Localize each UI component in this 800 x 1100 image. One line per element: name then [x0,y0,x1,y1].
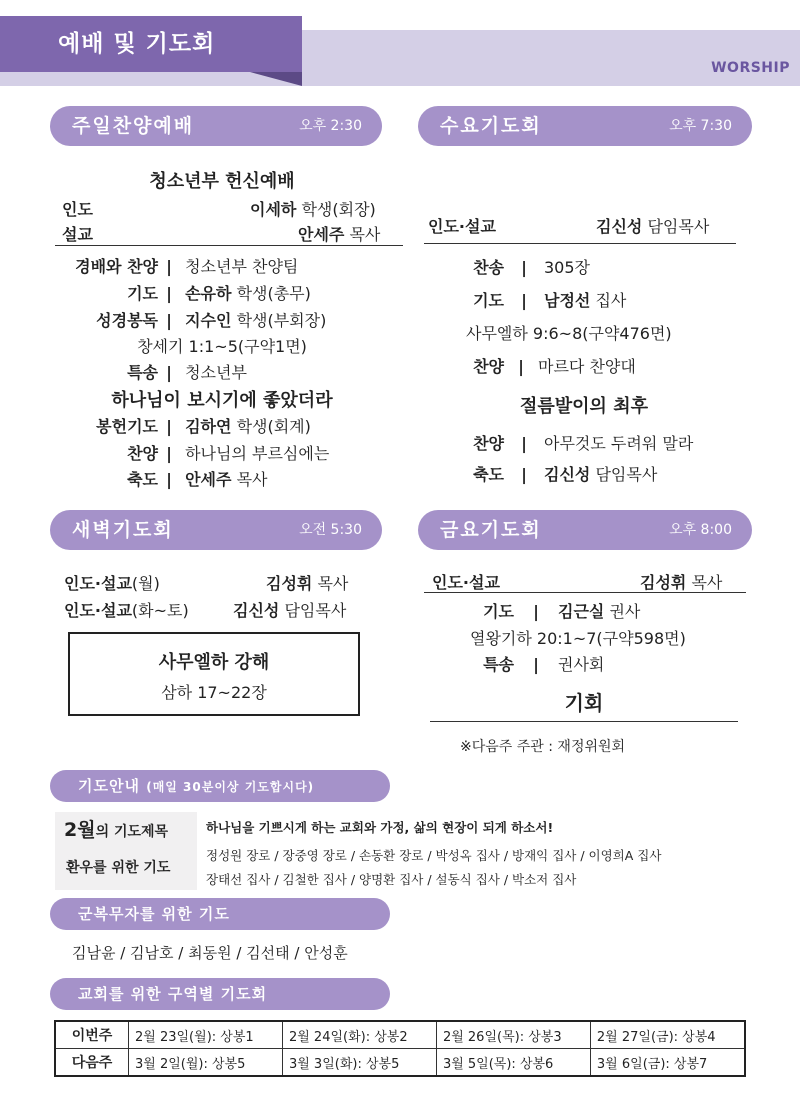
zones-title: 교회를 위한 구역별 기도회 [78,985,268,1003]
friday-row-prayer: 기도 | 김근실 권사 [483,602,641,621]
zones-header [50,978,390,1010]
sunday-row-blessing: 축도 | 안세주 목사 [127,470,268,489]
friday-service-name: 금요기도회 [440,519,542,541]
dawn-monday-leader: 김성휘 목사 [266,574,349,593]
prayer-guide-title: 기도안내 (매일 30분이상 기도합시다) [78,777,315,795]
sunday-service-time: 오후 2:30 [299,118,362,134]
dawn-weekdays-leader: 김신성 담임목사 [233,601,347,620]
table-cell: 2월 23일(월): 상봉1 [129,1021,283,1049]
sunday-service-header [50,106,382,146]
table-cell: 2월 27일(금): 상봉4 [590,1021,745,1049]
prayer-guide-header [50,770,390,802]
military-header [50,898,390,930]
prayer-month-label: 2월의 기도제목 [64,819,169,841]
sunday-sermon-label: 설교 [62,225,93,244]
military-title: 군복무자를 위한 기도 [78,905,230,923]
wednesday-service-time: 오후 7:30 [669,118,732,134]
dawn-service-header [50,510,382,550]
table-cell: 3월 2일(월): 상봉5 [129,1049,283,1077]
wednesday-service-header [418,106,752,146]
sunday-subtitle: 청소년부 헌신예배 [149,171,295,192]
prayer-month-text: 하나님을 기쁘시게 하는 교회와 가정, 삶의 현장이 되게 하소서! [206,820,554,835]
friday-note: ※다음주 주관 : 재정위원회 [460,739,626,755]
friday-lead-label: 인도·설교 [432,573,500,592]
zones-table [54,1020,746,1077]
wednesday-sermon-title: 절름발이의 최후 [520,396,648,417]
sunday-preacher: 안세주 목사 [298,225,381,244]
wednesday-row-praise2: 찬양 | 아무것도 두려워 말라 [473,434,694,453]
wednesday-row-praise: 찬양 | 마르다 찬양대 [473,357,636,376]
friday-lead: 김성휘 목사 [640,573,723,592]
sunday-row-special: 특송 | 청소년부 [127,363,247,382]
sunday-divider [55,245,403,246]
wednesday-row-blessing: 축도 | 김신성 담임목사 [473,465,658,484]
dawn-service-name: 새벽기도회 [72,519,174,541]
prayer-patients-line2: 장태선 집사 / 김철한 집사 / 양명환 집사 / 설동식 집사 / 박소저 집사 [206,872,577,887]
wednesday-lead: 김신성 담임목사 [596,217,710,236]
sunday-sermon-title: 하나님이 보시기에 좋았더라 [111,390,333,411]
table-cell: 3월 6일(금): 상봉7 [590,1049,745,1077]
sunday-lead-label: 인도 [62,200,93,219]
wednesday-row-hymn: 찬송 | 305장 [473,258,590,277]
sunday-row-reading: 성경봉독 | 지수인 학생(부회장) [96,311,327,330]
sunday-service-name: 주일찬양예배 [72,115,195,137]
table-cell: 3월 5일(목): 상봉6 [436,1049,590,1077]
dawn-study-title: 사무엘하 강해 [158,652,270,673]
sunday-row-prayer: 기도 | 손유하 학생(총무) [127,284,311,303]
dawn-row-monday: 인도·설교(월) [64,574,160,593]
dawn-service-time: 오전 5:30 [299,522,362,538]
zones-row-label: 다음주 [55,1049,129,1077]
table-row [55,1049,745,1077]
page-title: 예배 및 기도회 [0,16,302,72]
sunday-row-offering: 봉헌기도 | 김하연 학생(회계) [96,417,311,436]
worship-tag: WORSHIP [711,60,790,76]
sunday-lead: 이세하 학생(회장) [250,200,376,219]
table-cell: 2월 24일(화): 상봉2 [282,1021,436,1049]
wednesday-scripture: 사무엘하 9:6~8(구약476면) [466,324,672,343]
wednesday-lead-label: 인도·설교 [428,217,496,236]
prayer-patients-line1: 정성원 장로 / 장중영 장로 / 손동환 장로 / 박성옥 집사 / 방재익 집사 / 이영희A 집사 [206,848,662,863]
prayer-patients-label: 환우를 위한 기도 [66,860,171,876]
title-fold [250,72,302,86]
friday-divider [424,592,746,593]
friday-row-special: 특송 | 권사회 [483,655,605,674]
military-names: 김남윤 / 김남호 / 최동원 / 김선태 / 안성훈 [72,944,348,962]
dawn-study-box [68,632,360,716]
table-cell: 3월 3일(화): 상봉5 [282,1049,436,1077]
table-row [55,1021,745,1049]
friday-closing: 기회 [564,691,604,715]
friday-service-header [418,510,752,550]
dawn-study-range: 삼하 17~22장 [161,683,267,702]
friday-service-time: 오후 8:00 [669,522,732,538]
sunday-scripture: 창세기 1:1~5(구약1면) [137,337,307,356]
wednesday-divider [424,243,736,244]
friday-scripture: 열왕기하 20:1~7(구약598면) [470,629,686,648]
dawn-row-weekdays: 인도·설교(화~토) [64,601,189,620]
friday-closing-divider [430,721,738,722]
sunday-row-worship: 경배와 찬양 | 청소년부 찬양팀 [75,257,299,276]
wednesday-row-prayer: 기도 | 남정선 집사 [473,291,627,310]
table-cell: 2월 26일(목): 상봉3 [436,1021,590,1049]
sunday-row-praise: 찬양 | 하나님의 부르심에는 [127,444,330,463]
zones-row-label: 이번주 [55,1021,129,1049]
wednesday-service-name: 수요기도회 [440,115,542,137]
